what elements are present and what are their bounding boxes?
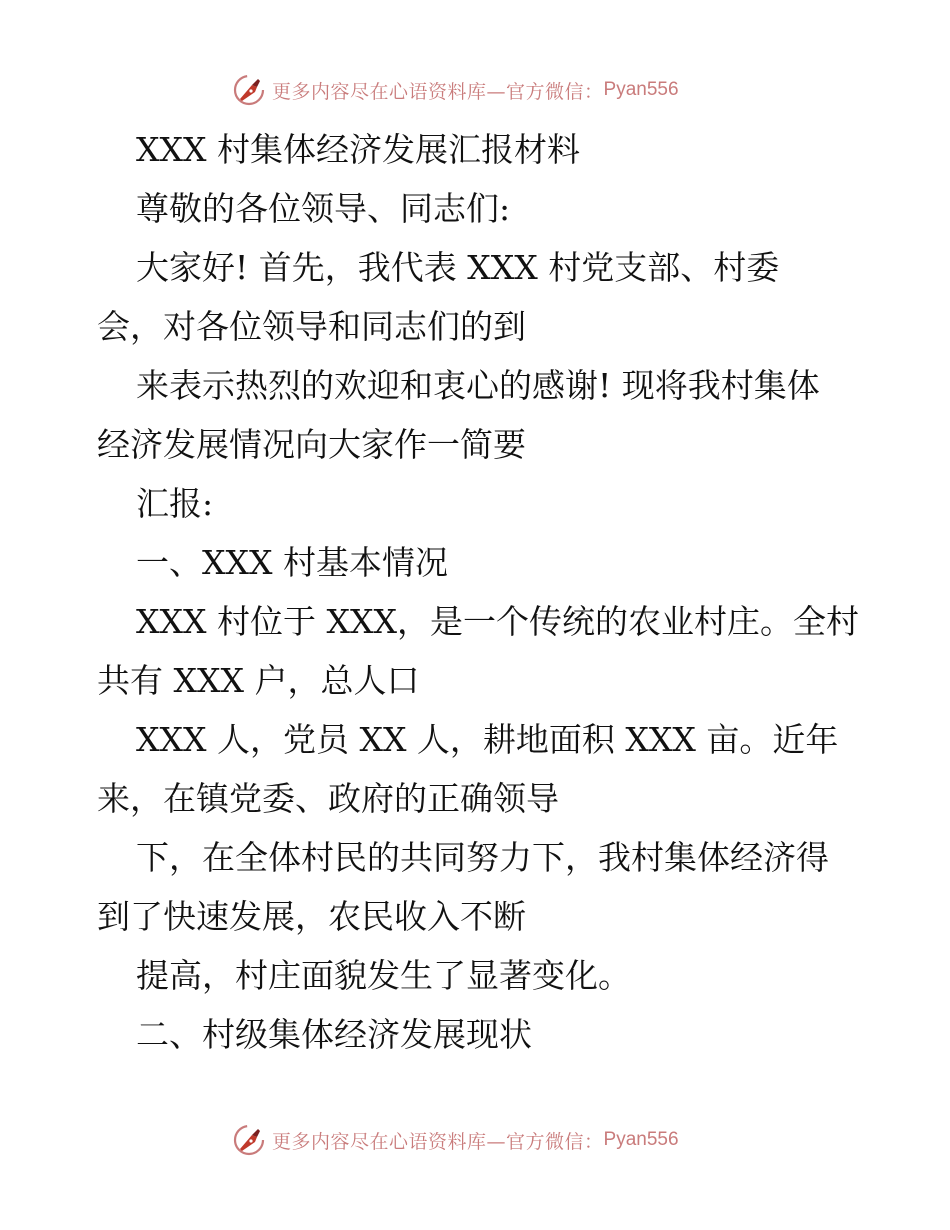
pen-nib-icon bbox=[232, 1123, 266, 1157]
watermark-text: 更多内容尽在心语资料库—官方微信： bbox=[272, 80, 604, 103]
text-line: XXX 村位于 XXX，是一个传统的农业村庄。全村 bbox=[136, 602, 859, 641]
text-line: 来，在镇党委、政府的正确领导 bbox=[97, 779, 559, 818]
watermark-banner-bottom bbox=[232, 1122, 679, 1158]
text-line: XXX 村集体经济发展汇报材料 bbox=[136, 130, 580, 169]
text-line: 经济发展情况向大家作一简要 bbox=[97, 425, 526, 464]
text-line: 共有 XXX 户，总人口 bbox=[97, 661, 420, 700]
watermark-wechat-id: Pyan556 bbox=[603, 79, 679, 100]
watermark-text: 更多内容尽在心语资料库—官方微信： bbox=[272, 1130, 604, 1153]
text-line: 一、XXX 村基本情况 bbox=[136, 543, 448, 582]
document-body bbox=[97, 120, 877, 1064]
text-line: 二、村级集体经济发展现状 bbox=[136, 1015, 532, 1054]
text-line: 尊敬的各位领导、同志们: bbox=[136, 189, 511, 228]
text-line: XXX 人，党员 XX 人，耕地面积 XXX 亩。近年 bbox=[136, 720, 839, 759]
text-line: 大家好! 首先，我代表 XXX 村党支部、村委 bbox=[136, 248, 780, 287]
text-line: 下，在全体村民的共同努力下，我村集体经济得 bbox=[136, 838, 829, 877]
text-line: 来表示热烈的欢迎和衷心的感谢! 现将我村集体 bbox=[136, 366, 820, 405]
text-line: 提高，村庄面貌发生了显著变化。 bbox=[136, 956, 631, 995]
pen-nib-icon bbox=[232, 73, 266, 107]
text-line: 会，对各位领导和同志们的到 bbox=[97, 307, 526, 346]
text-line: 到了快速发展，农民收入不断 bbox=[97, 897, 526, 936]
text-line: 汇报: bbox=[136, 484, 214, 523]
watermark-banner-top bbox=[232, 72, 679, 108]
watermark-wechat-id: Pyan556 bbox=[603, 1129, 679, 1150]
